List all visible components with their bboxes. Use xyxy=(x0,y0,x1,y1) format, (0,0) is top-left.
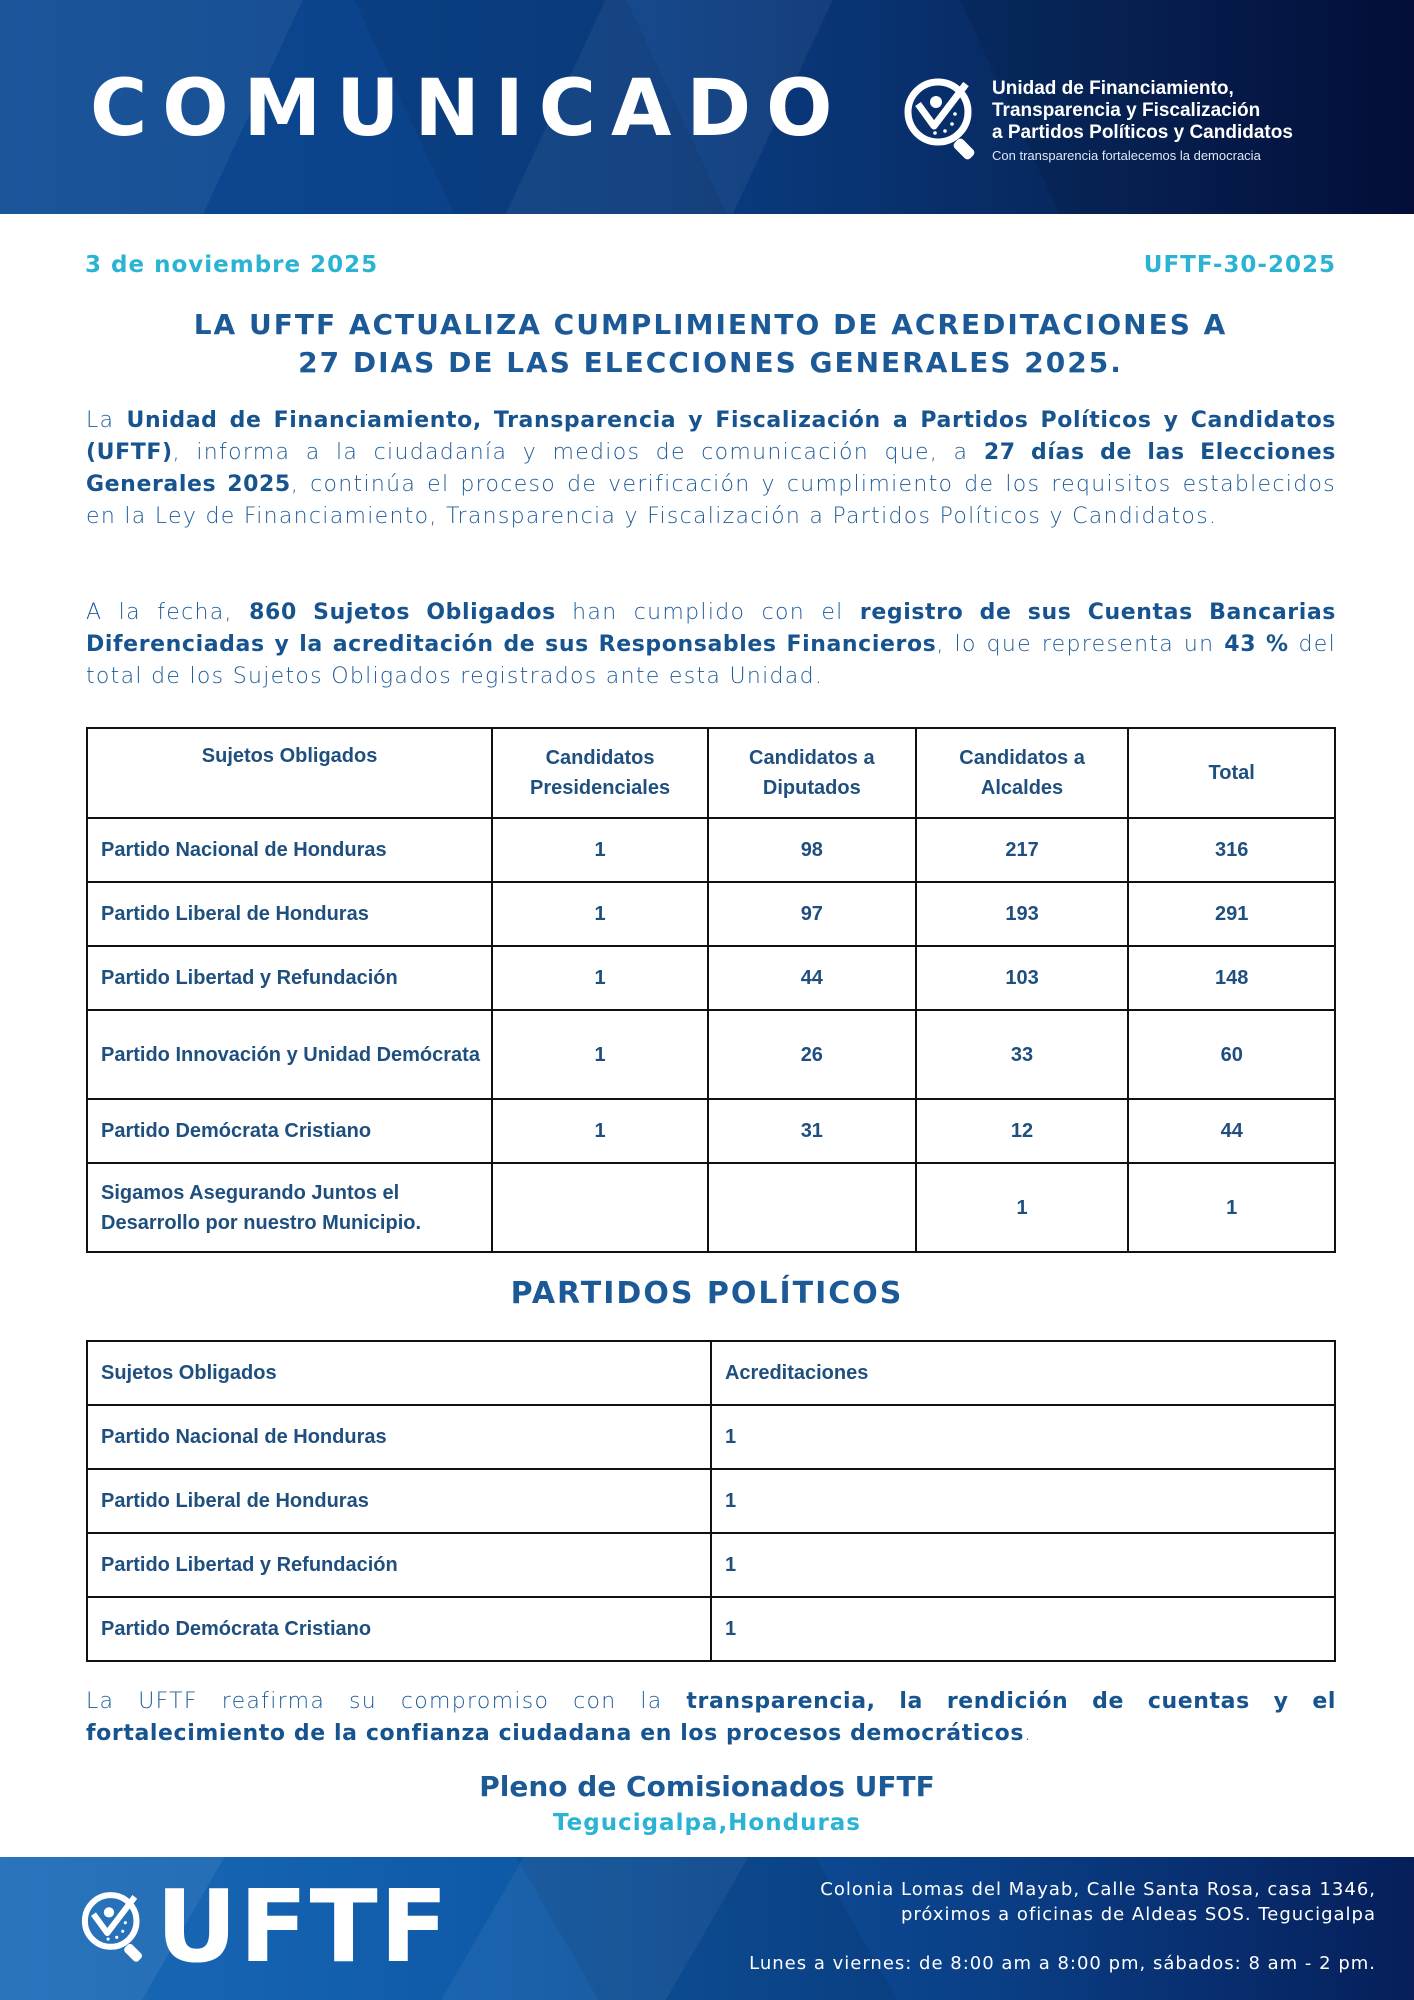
cell xyxy=(492,1163,708,1252)
party-name: Partido Innovación y Unidad Demócrata xyxy=(87,1010,492,1099)
party-name: Partido Nacional de Honduras xyxy=(87,818,492,882)
table-row xyxy=(87,1099,1335,1163)
cell: 217 xyxy=(916,818,1129,882)
reference-number: UFTF-30-2025 xyxy=(1143,252,1336,278)
headline-line-2: 27 DIAS DE LAS ELECCIONES GENERALES 2025. xyxy=(298,346,1123,379)
org-name-line-3: a Partidos Políticos y Candidatos xyxy=(992,122,1293,143)
table-row xyxy=(87,1533,1335,1597)
table-row xyxy=(87,882,1335,946)
party-name: Partido Demócrata Cristiano xyxy=(87,1597,711,1661)
cell: 12 xyxy=(916,1099,1129,1163)
party-name: Partido Demócrata Cristiano xyxy=(87,1099,492,1163)
org-name-line-2: Transparencia y Fiscalización xyxy=(992,100,1261,121)
cell: 26 xyxy=(708,1010,916,1099)
cell: 98 xyxy=(708,818,916,882)
column-header: Candidatos a Alcaldes xyxy=(916,728,1129,818)
bold-text: transparencia, la rendición de cuentas y el fortalecimiento de la confianza ciudadana en los procesos democráticos xyxy=(86,1689,1336,1746)
table-row xyxy=(87,1597,1335,1661)
candidates-table xyxy=(86,727,1336,1253)
footer-address xyxy=(820,1877,1376,1927)
intro-paragraph xyxy=(86,405,1336,533)
text: La UFTF reafirma su compromiso con la xyxy=(86,1689,687,1714)
text: . xyxy=(1024,1721,1033,1746)
table-row xyxy=(87,1405,1335,1469)
header-banner xyxy=(0,0,1414,214)
page-title: COMUNICADO xyxy=(90,64,848,154)
table-row xyxy=(87,1163,1335,1252)
column-header: Candidatos a Diputados xyxy=(708,728,916,818)
text: La xyxy=(86,408,127,433)
cell: 1 xyxy=(916,1163,1129,1252)
column-header: Acreditaciones xyxy=(711,1341,1335,1405)
table-row xyxy=(87,1010,1335,1099)
footer-logo xyxy=(78,1868,451,1985)
section-title-parties: PARTIDOS POLÍTICOS xyxy=(510,1276,904,1311)
cell: 60 xyxy=(1128,1010,1335,1099)
cell: 193 xyxy=(916,882,1129,946)
cell: 316 xyxy=(1128,818,1335,882)
cell: 1 xyxy=(492,818,708,882)
table-row xyxy=(87,946,1335,1010)
org-name-line-1: Unidad de Financiamiento, xyxy=(992,78,1234,99)
table-row xyxy=(87,1469,1335,1533)
cell: 1 xyxy=(492,1010,708,1099)
headline xyxy=(85,306,1336,382)
text: , informa a la ciudadanía y medios de comunicación que, a xyxy=(172,440,984,465)
cell: 1 xyxy=(711,1533,1335,1597)
cell: 44 xyxy=(1128,1099,1335,1163)
cell: 97 xyxy=(708,882,916,946)
bold-text: 27 días de las Elecciones Generales 2025 xyxy=(86,440,1336,497)
date: 3 de noviembre 2025 xyxy=(85,252,379,278)
cell: 1 xyxy=(492,946,708,1010)
cell: 33 xyxy=(916,1010,1129,1099)
party-name: Partido Liberal de Honduras xyxy=(87,1469,711,1533)
org-tagline: Con transparencia fortalecemos la democracia xyxy=(992,148,1261,163)
column-header: Total xyxy=(1128,728,1335,818)
table-header-row xyxy=(87,1341,1335,1405)
cell: 1 xyxy=(711,1469,1335,1533)
cell: 44 xyxy=(708,946,916,1010)
cell: 1 xyxy=(711,1597,1335,1661)
signature-name: Pleno de Comisionados UFTF xyxy=(479,1770,935,1803)
cell: 31 xyxy=(708,1099,916,1163)
magnifier-check-icon xyxy=(900,74,986,164)
footer-banner xyxy=(0,1857,1414,2000)
meta-row xyxy=(85,252,1336,278)
address-line-1: Colonia Lomas del Mayab, Calle Santa Rosa, casa 1346, xyxy=(820,1879,1376,1900)
cell: 148 xyxy=(1128,946,1335,1010)
text: , continúa el proceso de verificación y cumplimiento de los requisitos establecidos en la Ley de Financiamiento, Transparencia y Fiscalización a Partidos Políticos y Candidatos. xyxy=(86,472,1336,529)
org-logo xyxy=(900,74,1293,164)
text: han cumplido con el xyxy=(555,600,860,625)
bold-text: registro de sus Cuentas Bancarias Diferenciadas y la acreditación de sus Responsables Financieros xyxy=(86,600,1336,657)
bold-text: 43 % xyxy=(1224,632,1289,657)
cell: 291 xyxy=(1128,882,1335,946)
parties-table xyxy=(86,1340,1336,1662)
party-name: Sigamos Asegurando Juntos el Desarrollo por nuestro Municipio. xyxy=(87,1163,492,1252)
column-header: Sujetos Obligados xyxy=(87,728,492,818)
bold-text: Unidad de Financiamiento, Transparencia y Fiscalización a Partidos Políticos y Candidatos (UFTF) xyxy=(86,408,1336,465)
table-row xyxy=(87,818,1335,882)
magnifier-check-icon xyxy=(78,1888,152,1966)
text: , lo que representa un xyxy=(936,632,1225,657)
closing-paragraph xyxy=(86,1686,1336,1750)
cell: 1 xyxy=(711,1405,1335,1469)
footer-brand: UFTF xyxy=(156,1868,451,1985)
party-name: Partido Liberal de Honduras xyxy=(87,882,492,946)
text: del total de los Sujetos Obligados registrados ante esta Unidad. xyxy=(86,632,1337,689)
status-paragraph xyxy=(86,597,1336,693)
signature-city: Tegucigalpa,Honduras xyxy=(553,1810,861,1836)
column-header: Candidatos Presidenciales xyxy=(492,728,708,818)
column-header: Sujetos Obligados xyxy=(87,1341,711,1405)
party-name: Partido Libertad y Refundación xyxy=(87,946,492,1010)
cell xyxy=(708,1163,916,1252)
footer-hours: Lunes a viernes: de 8:00 am a 8:00 pm, sábados: 8 am - 2 pm. xyxy=(749,1953,1376,1974)
cell: 1 xyxy=(492,882,708,946)
headline-line-1: LA UFTF ACTUALIZA CUMPLIMIENTO DE ACREDITACIONES A xyxy=(193,308,1228,341)
cell: 1 xyxy=(492,1099,708,1163)
cell: 1 xyxy=(1128,1163,1335,1252)
party-name: Partido Nacional de Honduras xyxy=(87,1405,711,1469)
bold-text: 860 Sujetos Obligados xyxy=(249,600,556,625)
address-line-2: próximos a oficinas de Aldeas SOS. Tegucigalpa xyxy=(900,1904,1376,1925)
cell: 103 xyxy=(916,946,1129,1010)
table-header-row xyxy=(87,728,1335,818)
text: A la fecha, xyxy=(86,600,250,625)
party-name: Partido Libertad y Refundación xyxy=(87,1533,711,1597)
